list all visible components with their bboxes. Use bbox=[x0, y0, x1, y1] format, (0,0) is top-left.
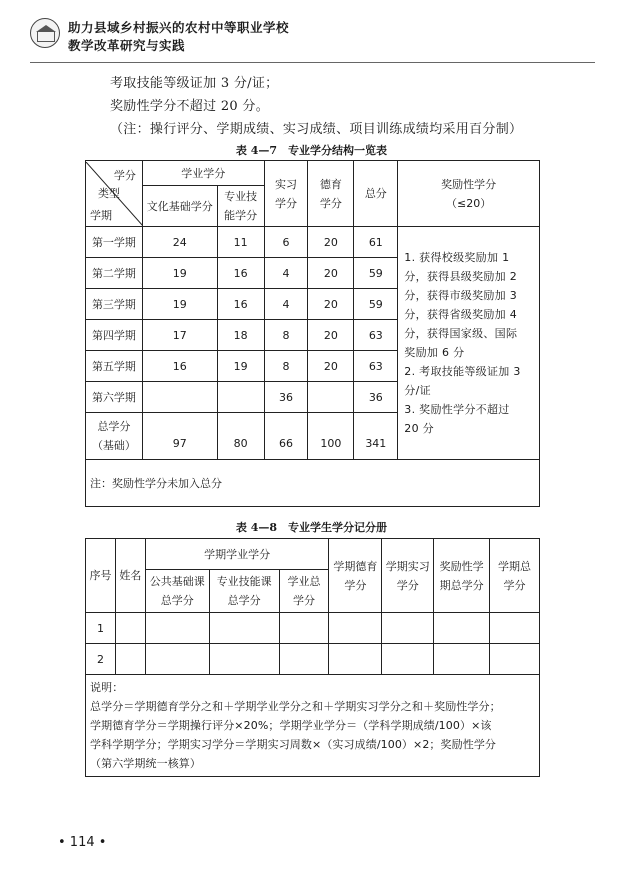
table-row: 2 bbox=[86, 644, 540, 675]
header-title-line1: 助力县域乡村振兴的农村中等职业学校 bbox=[68, 20, 290, 35]
table2-explanation: 说明： 总学分＝学期德育学分之和＋学期学业学分之和＋学期实习学分之和＋奖励性学分； 学期德育学分＝学期操行评分×20%；学期学业学分＝（学科学期成绩/100）×该 学科学期学分；学期实习学分＝学期实习周数×（实习成绩/100）×2；奖励性学分 （第六学期统一核算） bbox=[86, 675, 540, 777]
diagonal-header-cell: 学分 类型 学期 bbox=[86, 161, 143, 227]
col-no-header: 序号 bbox=[86, 539, 116, 613]
credit-structure-table bbox=[85, 160, 540, 507]
table1-caption: 表 4—7 专业学分结构一览表 bbox=[235, 144, 388, 157]
table2-caption: 表 4—8 专业学生学分记分册 bbox=[235, 521, 388, 534]
col-bonus-header: 奖励性学 期总学分 bbox=[434, 539, 490, 613]
skill-credit-header: 专业技 能学分 bbox=[217, 186, 264, 227]
sub-skill-course-header: 专业技能课 总学分 bbox=[209, 570, 279, 613]
moral-credit-header: 德育 学分 bbox=[308, 161, 354, 227]
table-row: 第五学期 16 19 8 20 63 bbox=[86, 351, 540, 382]
col-moral-header: 学期德育 学分 bbox=[329, 539, 382, 613]
table-row: 第二学期 19 16 4 20 59 bbox=[86, 258, 540, 289]
table-row: 1 bbox=[86, 613, 540, 644]
total-header: 总分 bbox=[354, 161, 398, 227]
sub-academic-total-header: 学业总 学分 bbox=[279, 570, 329, 613]
school-logo-icon bbox=[30, 18, 60, 48]
culture-credit-header: 文化基础学分 bbox=[142, 186, 217, 227]
table1-note: 注：奖励性学分未加入总分 bbox=[86, 460, 540, 507]
col-name-header: 姓名 bbox=[115, 539, 145, 613]
intro-line-1: 考取技能等级证加 3 分/证； bbox=[110, 76, 279, 91]
table-row: 第一学期 24 11 6 20 61 1. 获得校级奖励加 1 分，获得县级奖励加 2 分，获得市级奖励加 3 分，获得省级奖励加 4 分，获得国家级、国际 奖励加 6 分 2. 考取技能等级证加 3 分/证 3. 奖励性学分不超过 20 分 bbox=[86, 227, 540, 258]
col-intern-header: 学期实习 学分 bbox=[382, 539, 434, 613]
col-total-header: 学期总 学分 bbox=[490, 539, 540, 613]
credit-record-table bbox=[85, 538, 540, 777]
table-row: 第六学期 36 36 bbox=[86, 382, 540, 413]
table-row-total: 总学分 （基础） 97 80 66 100 341 bbox=[86, 413, 540, 460]
table-row: 第四学期 17 18 8 20 63 bbox=[86, 320, 540, 351]
academic-credit-group-header: 学业学分 bbox=[142, 161, 264, 186]
intro-note: （注：操行评分、学期成绩、实习成绩、项目训练成绩均采用百分制） bbox=[110, 122, 523, 137]
bonus-rules-cell: 1. 获得校级奖励加 1 分，获得县级奖励加 2 分，获得市级奖励加 3 分，获得省级奖励加 4 分，获得国家级、国际 奖励加 6 分 2. 考取技能等级证加 3 分/证 3. 奖励性学分不超过 20 分 bbox=[398, 227, 540, 460]
intro-line-2: 奖励性学分不超过 20 分。 bbox=[110, 99, 270, 114]
intern-credit-header: 实习 学分 bbox=[264, 161, 308, 227]
header-title-line2: 教学改革研究与实践 bbox=[68, 38, 186, 53]
header-divider bbox=[30, 62, 595, 63]
running-header bbox=[30, 18, 595, 54]
page-number: • 114 • bbox=[58, 835, 107, 850]
bonus-credit-header: 奖励性学分 （≤20） bbox=[398, 161, 540, 227]
table-row: 第三学期 19 16 4 20 59 bbox=[86, 289, 540, 320]
sub-public-course-header: 公共基础课 总学分 bbox=[145, 570, 209, 613]
term-academic-group-header: 学期学业学分 bbox=[145, 539, 329, 570]
